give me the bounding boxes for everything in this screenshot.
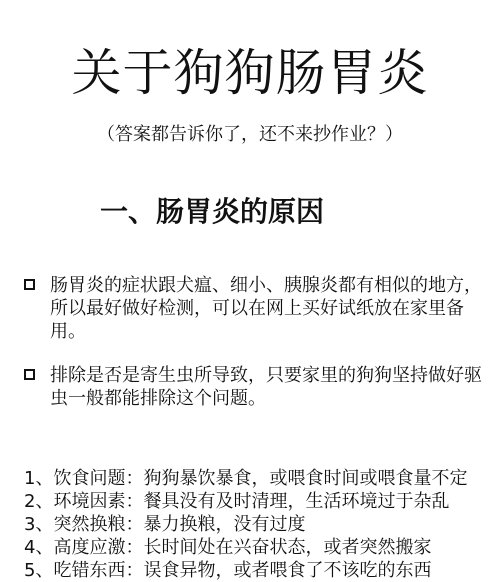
page-title: 关于狗狗肠胃炎 [71, 44, 429, 102]
section-heading: 一、肠胃炎的原因 [100, 195, 325, 228]
checkbox-square-icon [24, 369, 35, 380]
list-item: 1、饮食问题：狗狗暴饮暴食，或喂食时间或喂食量不定 [24, 468, 468, 489]
list-item: 4、高度应激：长时间处在兴奋状态，或者突然搬家 [24, 537, 432, 558]
list-item: 5、吃错东西：误食异物，或者喂食了不该吃的东西 [24, 560, 432, 581]
bullet-item [24, 274, 490, 343]
list-item: 3、突然换粮：暴力换粮，没有过度 [24, 514, 306, 535]
bullet-text: 肠胃炎的症状跟犬瘟、细小、胰腺炎都有相似的地方，所以最好做好检测，可以在网上买好试纸放在家里备用。 [50, 275, 482, 342]
page-subtitle: （答案都告诉你了，还不来抄作业？） [97, 124, 403, 145]
causes-list [24, 467, 500, 582]
bullet-item [24, 364, 490, 410]
bullet-text: 排除是否是寄生虫所导致，只要家里的狗狗坚持做好驱虫一般都能排除这个问题。 [50, 365, 482, 409]
checkbox-square-icon [24, 279, 35, 290]
list-item: 2、环境因素：餐具没有及时清理，生活环境过于杂乱 [24, 491, 450, 512]
